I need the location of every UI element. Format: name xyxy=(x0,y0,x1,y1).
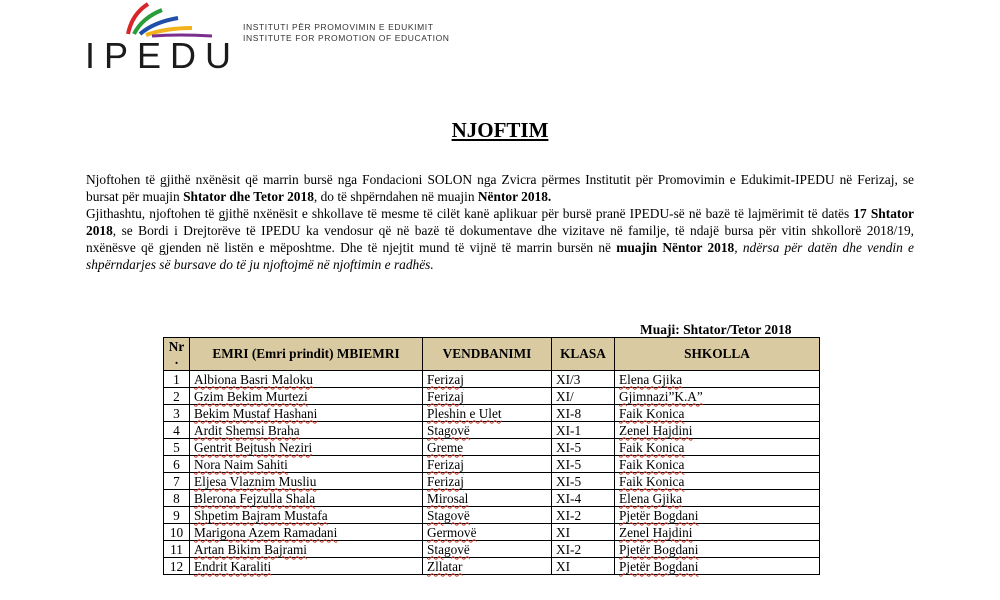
cell-school-text: Elena Gjika xyxy=(619,371,683,387)
cell-name-text: Endrit Karaliti xyxy=(194,558,272,574)
cell-nr-text: 9 xyxy=(173,507,180,523)
p1-text: Njoftohen të gjithë nxënësit që marrin bursë nga Fondacioni SOLON nga Zvicra përmes Institutit për Promovimin e Edukimit-IPEDU në Ferizaj, se bursat për muajin xyxy=(86,172,914,204)
cell-nr xyxy=(164,541,190,558)
cell-class xyxy=(552,456,615,473)
cell-school xyxy=(615,473,820,490)
cell-name-text: Artan Bikim Bajrami xyxy=(194,541,308,557)
table-row xyxy=(164,388,820,405)
paragraph-2 xyxy=(86,205,914,273)
cell-name xyxy=(190,388,423,405)
cell-class xyxy=(552,507,615,524)
cell-school xyxy=(615,541,820,558)
cell-school xyxy=(615,405,820,422)
cell-class xyxy=(552,558,615,575)
cell-residence-text: Ferizaj xyxy=(427,371,464,387)
cell-name-text: Ardit Shemsi Braha xyxy=(194,422,300,438)
cell-nr-text: 1 xyxy=(173,371,180,387)
cell-school xyxy=(615,439,820,456)
table-row xyxy=(164,558,820,575)
cell-name-text: Eljesa Vlaznim Musliu xyxy=(194,473,317,489)
cell-school-text: Faik Konica xyxy=(619,456,685,472)
table-row xyxy=(164,490,820,507)
header-school: SHKOLLA xyxy=(615,338,820,371)
cell-name xyxy=(190,507,423,524)
cell-class-text: XI/3 xyxy=(556,371,581,387)
header-nr-dot: . xyxy=(174,352,179,367)
announcement-body xyxy=(86,171,914,273)
cell-school xyxy=(615,371,820,388)
cell-name xyxy=(190,558,423,575)
cell-name-text: Gentrit Bejtush Neziri xyxy=(194,439,313,455)
p2-text: Gjithashtu, njoftohen të gjithë nxënësit e shkollave të mesme të cilët kanë aplikuar për bursë pranë IPEDU-së në bazë të lajmërimit të datës xyxy=(86,206,854,221)
cell-class xyxy=(552,422,615,439)
cell-school xyxy=(615,507,820,524)
header-class: KLASA xyxy=(552,338,615,371)
cell-residence-text: Ferizaj xyxy=(427,473,464,489)
cell-name xyxy=(190,524,423,541)
cell-school-text: Gjimnazi”K.A” xyxy=(619,388,703,404)
cell-nr-text: 4 xyxy=(173,422,180,438)
table-row xyxy=(164,439,820,456)
cell-class xyxy=(552,439,615,456)
cell-class-text: XI xyxy=(556,558,571,574)
cell-name xyxy=(190,541,423,558)
cell-nr-text: 10 xyxy=(169,524,184,540)
cell-residence xyxy=(423,473,552,490)
cell-name xyxy=(190,371,423,388)
cell-residence-text: Germovë xyxy=(427,524,477,540)
cell-nr-text: 8 xyxy=(173,490,180,506)
cell-nr xyxy=(164,388,190,405)
institute-name-sq: INSTITUTI PËR PROMOVIMIN E EDUKIMIT xyxy=(243,22,434,32)
header-residence: VENDBANIMI xyxy=(423,338,552,371)
table-header-row xyxy=(164,338,820,371)
cell-class-text: XI-2 xyxy=(556,541,582,557)
cell-name xyxy=(190,439,423,456)
cell-class xyxy=(552,371,615,388)
p2-bold-month: muajin Nëntor 2018 xyxy=(616,240,735,255)
header-nr-text: Nr xyxy=(168,339,185,354)
cell-class xyxy=(552,388,615,405)
cell-residence-text: Pleshin e Ulet xyxy=(427,405,502,421)
cell-school-text: Faik Konica xyxy=(619,473,685,489)
cell-name xyxy=(190,456,423,473)
cell-residence-text: Stagovë xyxy=(427,541,470,557)
cell-nr-text: 11 xyxy=(170,541,183,557)
cell-nr-text: 5 xyxy=(173,439,180,455)
paragraph-1 xyxy=(86,171,914,205)
p2-text-2: , se Bordi i Drejtorëve të IPEDU ka vendosur që në bazë të dokumentave dhe vizitave në familje, të ndajë bursa për vitin shkollorë 2018/19, nxënësve që gjenden në listën e mëposhtme. Dhe të njejtit mund të vijnë të marrin bursën në xyxy=(86,223,914,255)
cell-residence xyxy=(423,558,552,575)
cell-residence-text: Ferizaj xyxy=(427,388,464,404)
table-row xyxy=(164,524,820,541)
institute-name-en: INSTITUTE FOR PROMOTION OF EDUCATION xyxy=(243,33,450,43)
header-name: EMRI (Emri prindit) MBIEMRI xyxy=(190,338,423,371)
cell-nr xyxy=(164,456,190,473)
cell-school-text: Faik Konica xyxy=(619,405,685,421)
cell-class-text: XI xyxy=(556,524,571,540)
cell-nr xyxy=(164,507,190,524)
cell-school xyxy=(615,456,820,473)
cell-name-text: Albiona Basri Maloku xyxy=(194,371,313,387)
cell-nr xyxy=(164,473,190,490)
cell-class-text: XI-2 xyxy=(556,507,582,523)
cell-residence xyxy=(423,388,552,405)
month-label: Muaji: Shtator/Tetor 2018 xyxy=(640,322,792,337)
institute-name xyxy=(243,22,450,44)
cell-residence-text: Stagovë xyxy=(427,422,470,438)
cell-class-text: XI-1 xyxy=(556,422,582,438)
cell-school xyxy=(615,422,820,439)
cell-residence xyxy=(423,422,552,439)
cell-residence xyxy=(423,371,552,388)
cell-name-text: Shpetim Bajram Mustafa xyxy=(194,507,328,523)
cell-school-text: Elena Gjika xyxy=(619,490,683,506)
cell-school-text: Pjetër Bogdani xyxy=(619,541,699,557)
cell-name xyxy=(190,473,423,490)
cell-residence-text: Mirosal xyxy=(427,490,469,506)
table-row xyxy=(164,473,820,490)
cell-residence xyxy=(423,439,552,456)
logo-wordmark: IPEDU xyxy=(85,35,241,76)
cell-name-text: Blerona Fejzulla Shala xyxy=(194,490,316,506)
cell-nr-text: 2 xyxy=(173,388,180,404)
p1-bold-months: Shtator dhe Tetor 2018 xyxy=(183,189,314,204)
cell-name xyxy=(190,490,423,507)
cell-nr xyxy=(164,439,190,456)
cell-name-text: Marigona Azem Ramadani xyxy=(194,524,338,540)
scholarship-table xyxy=(163,337,820,575)
cell-name xyxy=(190,422,423,439)
cell-nr xyxy=(164,490,190,507)
table-body xyxy=(164,371,820,575)
cell-residence-text: Ferizaj xyxy=(427,456,464,472)
cell-name-text: Gzim Bekim Murtezi xyxy=(194,388,308,404)
cell-school xyxy=(615,490,820,507)
cell-class xyxy=(552,405,615,422)
cell-nr-text: 12 xyxy=(169,558,184,574)
cell-residence xyxy=(423,507,552,524)
cell-school xyxy=(615,388,820,405)
cell-residence xyxy=(423,456,552,473)
cell-nr-text: 6 xyxy=(173,456,180,472)
cell-school-text: Pjetër Bogdani xyxy=(619,558,699,574)
cell-nr-text: 7 xyxy=(173,473,180,489)
cell-class-text: XI-4 xyxy=(556,490,582,506)
cell-school-text: Zenel Hajdini xyxy=(619,422,693,438)
cell-nr xyxy=(164,524,190,541)
cell-residence-text: Stagovë xyxy=(427,507,470,523)
table-row xyxy=(164,422,820,439)
table-row xyxy=(164,405,820,422)
cell-class-text: XI-5 xyxy=(556,473,582,489)
cell-name xyxy=(190,405,423,422)
cell-school xyxy=(615,524,820,541)
p1-bold-date: Nëntor 2018. xyxy=(477,189,552,204)
cell-school-text: Zenel Hajdini xyxy=(619,524,693,540)
table-row xyxy=(164,456,820,473)
cell-residence xyxy=(423,490,552,507)
table-row xyxy=(164,507,820,524)
p2-italic-text: , ndërsa për datën dhe vendin e shpërndarjes së bursave do të ju njoftojmë në njoftimin e radhës. xyxy=(86,240,914,272)
cell-class-text: XI-5 xyxy=(556,439,582,455)
cell-school-text: Faik Konica xyxy=(619,439,685,455)
cell-residence xyxy=(423,405,552,422)
cell-residence xyxy=(423,541,552,558)
cell-class xyxy=(552,490,615,507)
cell-class-text: XI-8 xyxy=(556,405,582,421)
cell-nr xyxy=(164,405,190,422)
cell-school-text: Pjetër Bogdani xyxy=(619,507,699,523)
cell-nr xyxy=(164,558,190,575)
table-row xyxy=(164,371,820,388)
cell-class-text: XI/ xyxy=(556,388,574,404)
table-row xyxy=(164,541,820,558)
header-nr xyxy=(164,338,190,371)
document-title: NJOFTIM xyxy=(451,118,549,142)
cell-class xyxy=(552,541,615,558)
p2-bold-date: 17 Shtator 2018 xyxy=(86,206,914,238)
cell-school xyxy=(615,558,820,575)
cell-residence-text: Zllatar xyxy=(427,558,463,574)
cell-class xyxy=(552,473,615,490)
p1-text-2: , do të shpërndahen në muajin xyxy=(313,189,478,204)
cell-nr xyxy=(164,422,190,439)
cell-name-text: Nora Naim Sahiti xyxy=(194,456,288,472)
cell-nr xyxy=(164,371,190,388)
cell-class-text: XI-5 xyxy=(556,456,582,472)
cell-residence-text: Greme xyxy=(427,439,464,455)
cell-name-text: Bekim Mustaf Hashani xyxy=(194,405,318,421)
cell-residence xyxy=(423,524,552,541)
cell-class xyxy=(552,524,615,541)
cell-nr-text: 3 xyxy=(173,405,180,421)
